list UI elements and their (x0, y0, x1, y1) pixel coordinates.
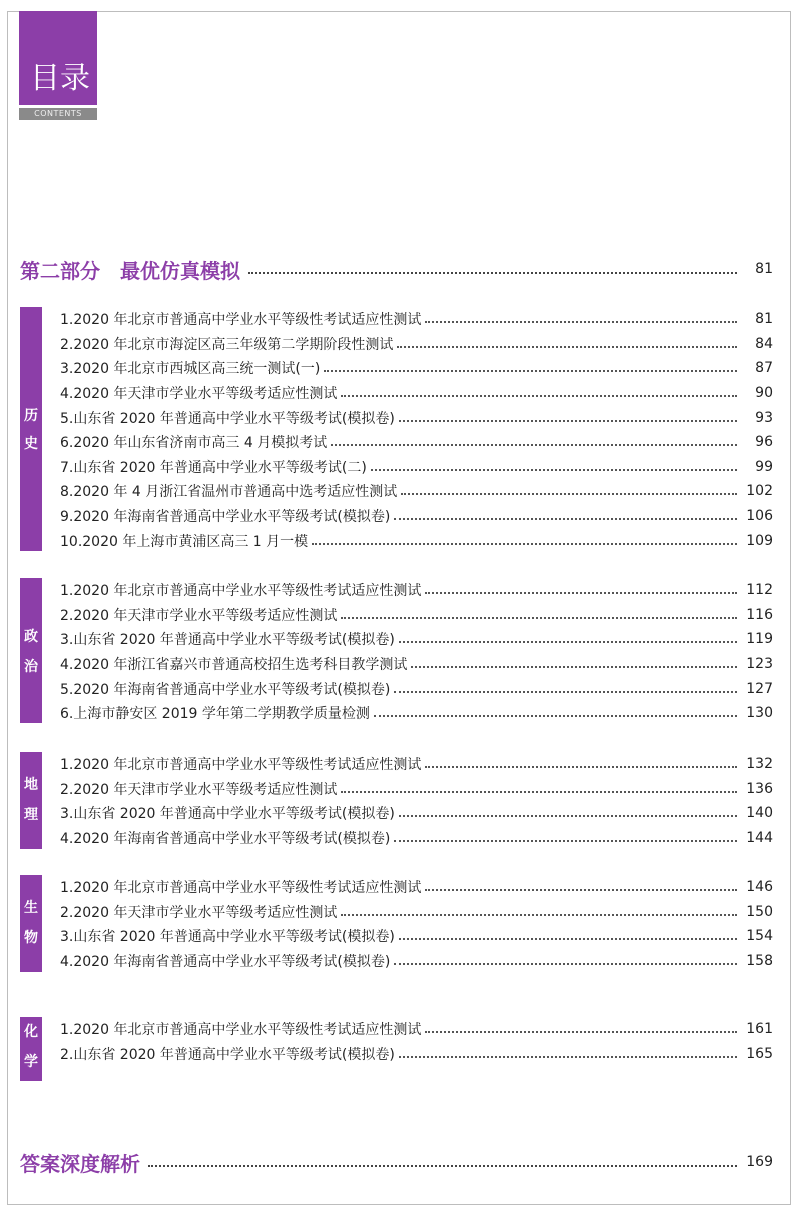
toc-item[interactable]: 5.2020 年海南省普通高中学业水平等级考试(模拟卷) 127 (60, 680, 773, 698)
toc-item[interactable]: 2.2020 年天津市学业水平等级考适应性测试 116 (60, 606, 773, 624)
subject-char: 地 (24, 777, 38, 793)
toc-item[interactable]: 3.山东省 2020 年普通高中学业水平等级考试(模拟卷) 119 (60, 631, 773, 649)
page-title: 目录 (30, 61, 90, 96)
toc-item[interactable]: 2.2020 年天津市学业水平等级考适应性测试 136 (60, 780, 773, 798)
answers-label: 答案深度解析 (20, 1151, 140, 1176)
toc-item[interactable]: 5.山东省 2020 年普通高中学业水平等级考试(模拟卷) 93 (60, 409, 773, 427)
subject-bar (20, 875, 42, 972)
subject-char: 理 (24, 807, 38, 823)
toc-item[interactable]: 2.山东省 2020 年普通高中学业水平等级考试(模拟卷) 165 (60, 1045, 773, 1063)
toc-item[interactable]: 3.山东省 2020 年普通高中学业水平等级考试(模拟卷) 140 (60, 805, 773, 823)
toc-item[interactable]: 3.山东省 2020 年普通高中学业水平等级考试(模拟卷) 154 (60, 928, 773, 946)
toc-item[interactable]: 7.山东省 2020 年普通高中学业水平等级考试(二) 99 (60, 458, 773, 476)
toc-item[interactable]: 8.2020 年 4 月浙江省温州市普通高中选考适应性测试 102 (60, 483, 773, 501)
part-two-page: 81 (755, 261, 773, 277)
toc-item[interactable]: 6.上海市静安区 2019 学年第二学期教学质量检测 130 (60, 705, 773, 723)
toc-item[interactable]: 2.2020 年北京市海淀区高三年级第二学期阶段性测试 84 (60, 335, 773, 353)
subject-char: 历 (24, 408, 38, 424)
toc-item[interactable]: 1.2020 年北京市普通高中学业水平等级性考试适应性测试 161 (60, 1021, 773, 1039)
subject-bar (20, 307, 42, 551)
toc-answers[interactable] (20, 1147, 773, 1177)
toc-item[interactable]: 1.2020 年北京市普通高中学业水平等级性考试适应性测试 81 (60, 311, 773, 329)
page-subtitle: CONTENTS (19, 108, 97, 120)
subject-bar (20, 578, 42, 723)
toc-item[interactable]: 9.2020 年海南省普通高中学业水平等级考试(模拟卷) 106 (60, 508, 773, 526)
toc-item[interactable]: 6.2020 年山东省济南市高三 4 月模拟考试 96 (60, 434, 773, 452)
toc-item[interactable]: 4.2020 年天津市学业水平等级考适应性测试 90 (60, 385, 773, 403)
toc-item[interactable]: 4.2020 年浙江省嘉兴市普通高校招生选考科目教学测试 123 (60, 656, 773, 674)
subject-bar (20, 752, 42, 849)
toc-list (60, 875, 773, 973)
subject-char: 政 (24, 629, 38, 645)
toc-item[interactable]: 4.2020 年海南省普通高中学业水平等级考试(模拟卷) 144 (60, 830, 773, 848)
toc-part-two[interactable] (20, 254, 773, 284)
toc-list (60, 752, 773, 850)
toc-item[interactable]: 2.2020 年天津市学业水平等级考适应性测试 150 (60, 903, 773, 921)
subject-char: 化 (24, 1024, 38, 1040)
answers-page: 169 (746, 1154, 773, 1170)
leader-dots (248, 272, 737, 274)
toc-item[interactable]: 10.2020 年上海市黄浦区高三 1 月一模 109 (60, 532, 773, 550)
toc-item[interactable]: 1.2020 年北京市普通高中学业水平等级性考试适应性测试 146 (60, 879, 773, 897)
toc-item[interactable]: 1.2020 年北京市普通高中学业水平等级性考试适应性测试 112 (60, 582, 773, 600)
toc-list (60, 307, 773, 553)
toc-list (60, 578, 773, 726)
toc-list (60, 1017, 773, 1066)
subject-char: 史 (24, 436, 38, 452)
part-two-label: 第二部分 最优仿真模拟 (20, 258, 240, 283)
subject-char: 治 (24, 659, 38, 675)
toc-item[interactable]: 4.2020 年海南省普通高中学业水平等级考试(模拟卷) 158 (60, 953, 773, 971)
toc-item[interactable]: 1.2020 年北京市普通高中学业水平等级性考试适应性测试 132 (60, 756, 773, 774)
leader-dots (148, 1165, 737, 1167)
subject-char: 物 (24, 930, 38, 946)
subject-char: 生 (24, 900, 38, 916)
toc-item[interactable]: 3.2020 年北京市西城区高三统一测试(一) 87 (60, 360, 773, 378)
subject-char: 学 (24, 1054, 38, 1070)
